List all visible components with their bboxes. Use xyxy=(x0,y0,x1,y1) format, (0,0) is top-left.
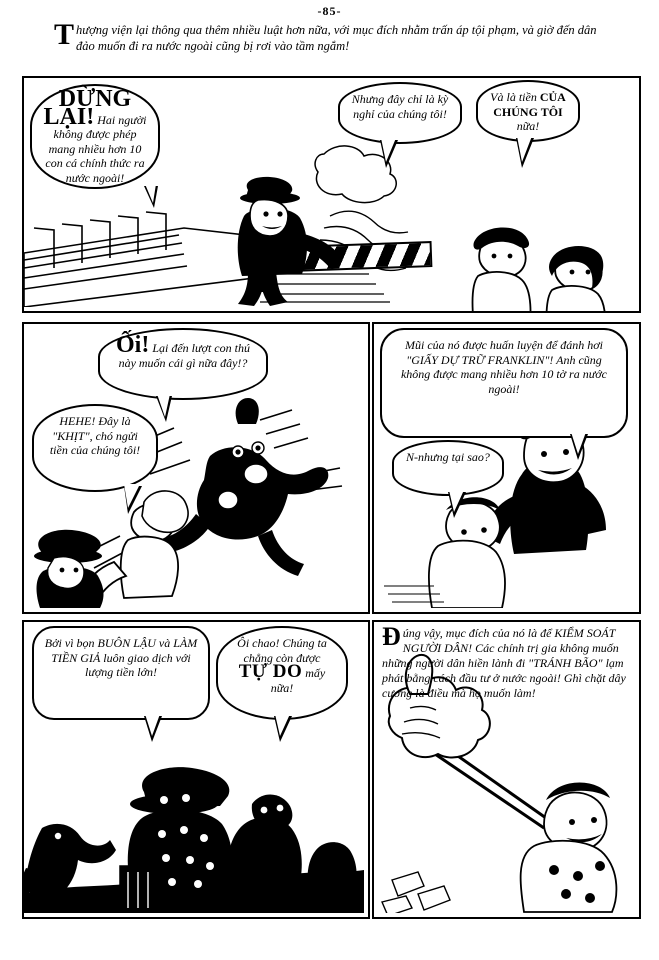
speech-bubble-joke xyxy=(338,82,462,144)
bubble-why-tail-inner xyxy=(449,490,464,512)
speech-bubble-stop xyxy=(30,84,160,189)
speech-bubble-hehe xyxy=(32,404,158,492)
comic-panel-3 xyxy=(372,322,641,614)
caption-dropcap: Đ xyxy=(382,622,401,651)
tourist-figures xyxy=(454,216,624,313)
bubble-stop-line-0: DỪNG LẠI! xyxy=(43,86,132,130)
speech-bubble-nose xyxy=(380,328,628,438)
speech-bubble-smuggle xyxy=(32,626,210,720)
caption-text: úng vậy, mục đích của nó là để KIỂM SOÁT NGƯỜI DÂN! Các chính trị gia không muốn những người dân hiền lành đi "TRÁNH BÃO" lạm phát bằng cách đầu tư ở nước ngoài! Ghì chặt dây cương là điều mà họ muốn làm! xyxy=(382,626,626,700)
officer-figure xyxy=(204,176,354,308)
bubble-money-line-2: nữa! xyxy=(516,119,540,133)
bubble-stop-line-1: Hai người không được phép mang nhiều hơn 10 con cá chính thức ra nước ngoài! xyxy=(45,112,147,185)
speech-bubble-oi xyxy=(98,328,268,400)
bubble-freedom-line-2: mấy nữa! xyxy=(270,666,326,695)
speech-bubble-money xyxy=(476,80,580,142)
bubble-smuggle-tail-inner xyxy=(145,714,160,736)
comic-panel-4 xyxy=(22,620,370,919)
bubble-joke-tail-inner xyxy=(381,138,396,162)
bubble-why-line-0: N-nhưng tại sao? xyxy=(406,450,490,464)
bubble-freedom-line-1: TỰ DO xyxy=(238,661,303,682)
top-narration xyxy=(54,18,614,54)
bubble-freedom-tail-inner xyxy=(275,714,290,736)
bubble-oi-line-0: Ối! xyxy=(116,332,150,358)
comic-panel-5 xyxy=(372,620,641,919)
bubble-freedom-line-0: Ôi chao! Chúng ta chẳng còn được xyxy=(237,636,327,665)
bubble-oi-tail-inner xyxy=(157,394,170,417)
bubble-oi-line-1: Lại đến lượt con thú này muốn cái gì nữa đây!? xyxy=(118,341,250,370)
bubble-nose-tail-inner xyxy=(571,432,586,454)
bubble-stop-tail-inner xyxy=(145,184,156,203)
bubble-money-line-1: CỦA CHÚNG TÔI xyxy=(493,90,566,119)
narration-text: hượng viện lại thông qua thêm nhiều luật hơn nữa, với mục đích nhằm trấn áp tội phạm, và giờ đến dân đảo muốn đi ra nước ngoài cũng bị rơi vào tầm ngắm! xyxy=(76,23,597,53)
bubble-joke-line-0: Nhưng đây chỉ là kỳ nghỉ của chúng tôi! xyxy=(351,92,449,121)
speech-bubble-why xyxy=(392,440,504,496)
comic-panel-1 xyxy=(22,76,641,313)
narration-dropcap: T xyxy=(54,18,75,51)
bubble-hehe-line-0: HEHE! Đây là "KHỊT", chó ngửi tiền của chúng tôi! xyxy=(49,414,141,457)
bubble-money-line-0: Và là tiền xyxy=(490,90,537,104)
speech-bubble-freedom xyxy=(216,626,348,720)
comic-panel-2 xyxy=(22,322,370,614)
page-number: -85- xyxy=(317,4,342,18)
bubble-smuggle-line-0: Bởi vì bọn BUÔN LẬU và LÀM TIỀN GIẢ luôn giao dịch với lượng tiền lớn! xyxy=(44,636,198,679)
bubble-nose-line-0: Mũi của nó được huấn luyện để đánh hơi "GIẤY DỰ TRỮ FRANKLIN"! Anh cũng không được mang nhiều hơn 10 tờ ra nước ngoài! xyxy=(400,338,607,396)
panel-5-caption xyxy=(382,622,630,701)
bubble-hehe-tail-inner xyxy=(124,484,140,508)
bubble-money-tail-inner xyxy=(517,136,532,162)
